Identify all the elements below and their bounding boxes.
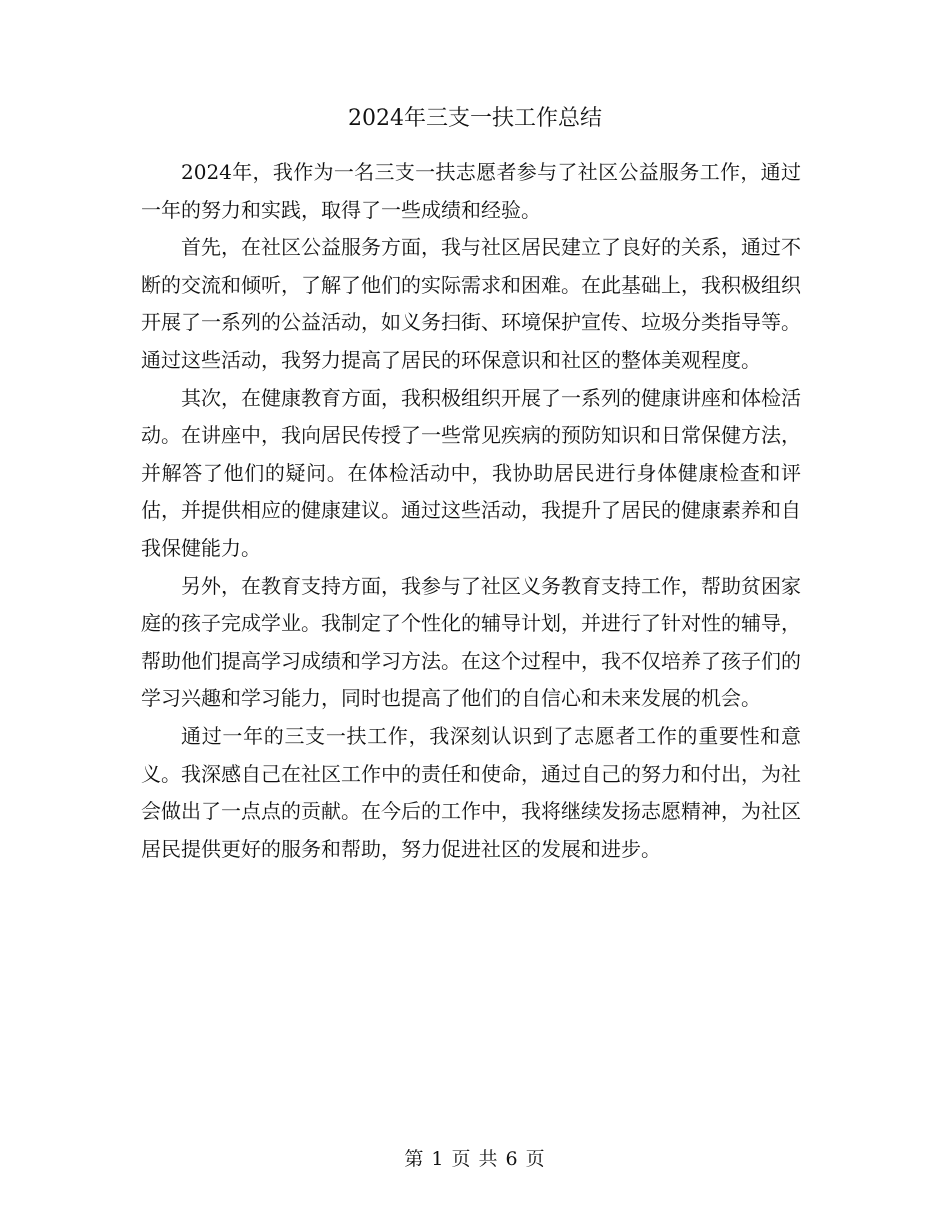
page-number-footer: 第 1 页 共 6 页 — [404, 1148, 546, 1170]
paragraph-community-service: 首先，在社区公益服务方面，我与社区居民建立了良好的关系，通过不断的交流和倾听，了解了他们的实际需求和困难。在此基础上，我积极组织开展了一系列的公益活动，如义务扫街、环境保护宣传、垃圾分类指导等。通过这些活动，我努力提高了居民的环保意识和社区的整体美观程度。 — [141, 235, 801, 372]
paragraph-intro: 2024年，我作为一名三支一扶志愿者参与了社区公益服务工作，通过一年的努力和实践，取得了一些成绩和经验。 — [141, 160, 801, 222]
paragraph-conclusion: 通过一年的三支一扶工作，我深刻认识到了志愿者工作的重要性和意义。我深感自己在社区工作中的责任和使命，通过自己的努力和付出，为社会做出了一点点的贡献。在今后的工作中，我将继续发扬志愿精神，为社区居民提供更好的服务和帮助，努力促进社区的发展和进步。 — [141, 723, 801, 861]
paragraph-education-support: 另外，在教育支持方面，我参与了社区义务教育支持工作，帮助贫困家庭的孩子完成学业。我制定了个性化的辅导计划，并进行了针对性的辅导，帮助他们提高学习成绩和学习方法。在这个过程中，我不仅培养了孩子们的学习兴趣和学习能力，同时也提高了他们的自信心和未来发展的机会。 — [141, 573, 801, 711]
document-title: 2024年三支一扶工作总结 — [348, 106, 602, 131]
paragraph-health-education: 其次，在健康教育方面，我积极组织开展了一系列的健康讲座和体检活动。在讲座中，我向居民传授了一些常见疾病的预防知识和日常保健方法，并解答了他们的疑问。在体检活动中，我协助居民进行身体健康检查和评估，并提供相应的健康建议。通过这些活动，我提升了居民的健康素养和自我保健能力。 — [141, 385, 801, 560]
document-body — [141, 154, 801, 868]
